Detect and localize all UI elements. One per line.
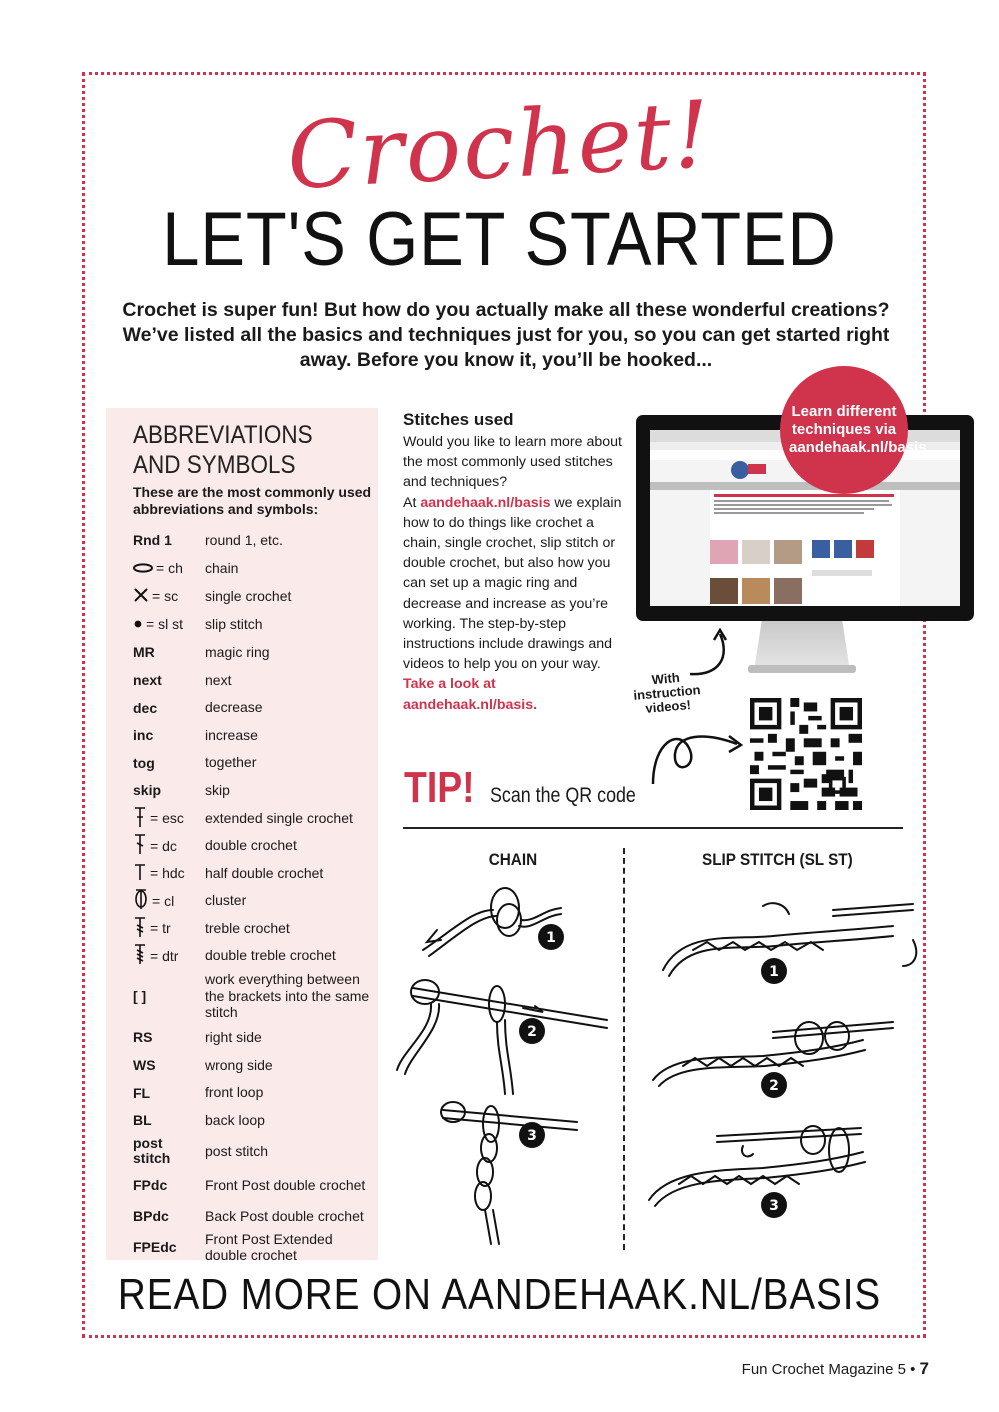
abbreviation-meaning: skip: [205, 781, 230, 798]
dc-symbol-icon: [133, 833, 147, 858]
page-footer: [742, 1359, 929, 1379]
abbreviation-row: [133, 694, 378, 721]
page-number: 7: [919, 1359, 929, 1378]
abbreviation-row: [133, 776, 378, 804]
tip-text: Scan the QR code: [490, 784, 636, 807]
abbreviation-key-text: BL: [133, 1112, 152, 1128]
chain-heading: CHAIN: [488, 850, 538, 869]
abbreviation-meaning: post stitch: [205, 1142, 269, 1159]
abbreviation-meaning: chain: [205, 559, 239, 576]
abbreviation-key: [133, 1177, 205, 1193]
abbreviation-key-text: RS: [133, 1029, 153, 1045]
abbreviation-key: [133, 806, 205, 831]
chain-step-3-number: 3: [527, 1128, 537, 1144]
abbreviation-key-text: = sl st: [146, 616, 183, 632]
slip-step-3-number: 3: [769, 1198, 779, 1214]
abbreviation-key: [133, 1112, 205, 1128]
abbreviation-key: [133, 863, 205, 884]
abbreviation-meaning: double treble crochet: [205, 947, 336, 964]
magazine-name: Fun Crochet Magazine 5: [741, 1361, 906, 1378]
learn-techniques-badge: Learn different techniques via aandehaak.nl/basis: [780, 366, 908, 494]
abbreviation-row: [133, 1023, 378, 1051]
abbreviation-meaning: single crochet: [205, 587, 292, 604]
tip-label: TIP!: [404, 763, 475, 812]
stitches-heading: Stitches used: [403, 410, 514, 429]
abbreviation-row: [133, 721, 378, 749]
stitch-illustrations: [393, 870, 933, 1250]
abbreviation-meaning: extended single crochet: [205, 809, 353, 826]
abbreviation-row: [133, 638, 378, 666]
abbreviation-row: [133, 914, 378, 942]
abbreviation-key-text: [ ]: [133, 988, 147, 1004]
slip-step-1-illustration: [663, 903, 916, 976]
abbreviation-row: [133, 1230, 378, 1264]
abbreviation-key: [133, 700, 205, 716]
x-cross-icon: [133, 588, 149, 605]
abbreviation-key-text: WS: [133, 1057, 156, 1073]
abbreviation-key: [133, 916, 205, 941]
abbreviation-meaning: back loop: [205, 1111, 265, 1128]
abbreviation-row: [133, 526, 378, 554]
abbreviation-meaning: half double crochet: [205, 864, 324, 881]
abbreviation-row: [133, 582, 378, 610]
dtr-symbol-icon: [133, 943, 147, 968]
abbreviation-key: [133, 1208, 205, 1224]
dot-icon: [133, 616, 143, 632]
read-more-banner: READ MORE ON AANDEHAAK.NL/BASIS: [117, 1270, 882, 1319]
abbreviation-key-text: FL: [133, 1084, 151, 1101]
monitor-stand: [754, 621, 850, 671]
abbreviation-key: [133, 988, 205, 1004]
abbreviation-key: [133, 1057, 205, 1073]
chain-step-1-illustration: [423, 888, 561, 956]
abbreviation-meaning: decrease: [205, 699, 263, 716]
abbreviation-key-text: = hdc: [150, 865, 185, 881]
abbreviation-key-text: skip: [133, 782, 162, 798]
abbreviation-key: [133, 560, 205, 576]
abbreviation-meaning: cluster: [205, 892, 247, 909]
abbreviation-row: [133, 666, 378, 694]
abbreviation-key: [133, 1136, 205, 1166]
abbreviation-key-text: FPEdc: [133, 1239, 177, 1255]
abbreviation-row: [133, 1134, 378, 1168]
abbreviation-row: [133, 1051, 378, 1079]
abbreviation-key-text: = tr: [150, 920, 171, 936]
abbreviation-key-text: MR: [133, 644, 155, 660]
abbreviation-meaning: Front Post Extended double crochet: [205, 1230, 333, 1263]
abbreviation-key: [133, 888, 205, 913]
abbreviation-meaning: magic ring: [205, 643, 270, 660]
abbreviation-key: [133, 672, 205, 688]
abbreviation-key-text: = esc: [150, 810, 184, 826]
abbreviation-meaning: treble crochet: [205, 919, 290, 936]
abbreviation-row: [133, 1079, 378, 1106]
abbreviation-meaning: round 1, etc.: [205, 531, 283, 548]
abbreviation-key: [133, 755, 205, 771]
abbreviation-key: [133, 943, 205, 968]
abbreviation-key-text: = dtr: [150, 947, 179, 964]
chain-step-2-illustration: [397, 980, 607, 1094]
abbreviation-key: [133, 616, 205, 632]
slip-step-1-number: 1: [769, 964, 779, 980]
abbreviation-meaning: next: [205, 671, 232, 688]
abbreviation-key-text: = dc: [150, 837, 177, 854]
cluster-symbol-icon: [133, 888, 149, 913]
abbreviation-meaning: wrong side: [205, 1056, 273, 1073]
curved-arrow-icon: [650, 626, 740, 686]
abbreviations-list: [133, 526, 378, 1264]
slip-step-2-number: 2: [769, 1078, 779, 1094]
abbreviation-key-text: tog: [133, 754, 155, 771]
tr-symbol-icon: [133, 916, 147, 941]
slip-stitch-heading: SLIP STITCH (SL ST): [702, 850, 853, 869]
abbreviation-row: [133, 887, 378, 914]
abbreviation-key-text: = ch: [156, 560, 183, 576]
abbreviation-row: [133, 832, 378, 859]
take-a-look-link[interactable]: Take a look at aandehaak.nl/basis.: [403, 676, 538, 713]
abbreviation-key: [133, 1239, 205, 1255]
abbreviation-row: [133, 1168, 378, 1202]
abbreviations-subtitle: These are the most commonly used abbreviations and symbols:: [133, 484, 372, 517]
abbreviation-key-text: FPdc: [133, 1177, 168, 1193]
abbreviation-key-text: BPdc: [133, 1208, 169, 1224]
abbreviation-key: [133, 588, 205, 605]
script-title: Crochet!: [284, 80, 715, 211]
abbreviation-row: [133, 1106, 378, 1134]
divider: [403, 827, 903, 829]
abbreviation-row: [133, 969, 378, 1023]
chain-oval-icon: [133, 560, 153, 576]
abbreviation-row: [133, 804, 378, 832]
chain-step-1-number: 1: [546, 930, 556, 946]
monitor-base: [748, 665, 856, 673]
abbreviation-row: [133, 610, 378, 638]
abbreviation-key: [133, 782, 205, 798]
abbreviation-key: [133, 1085, 205, 1101]
abbreviation-row: [133, 942, 378, 969]
abbreviation-key: [133, 727, 205, 743]
abbreviation-meaning: slip stitch: [205, 615, 263, 632]
abbreviation-meaning: front loop: [205, 1084, 264, 1101]
chain-step-2-number: 2: [527, 1024, 537, 1040]
abbreviation-key: [133, 532, 205, 548]
abbreviations-title: ABBREVIATIONS AND SYMBOLS: [133, 421, 313, 479]
abbreviation-row: [133, 859, 378, 887]
abbreviation-key-text: inc: [133, 727, 154, 743]
intro-paragraph: Crochet is super fun! But how do you actually make all these wonderful creations? We’ve listed all the basics and techniques just for you, so you can get started right away. Before you know it, you’ll be hooked...: [122, 299, 890, 371]
abbreviation-key-text: = cl: [152, 892, 175, 909]
abbreviation-row: [133, 554, 378, 582]
abbreviation-row: [133, 749, 378, 776]
abbreviation-key-text: = sc: [152, 588, 179, 604]
abbreviation-meaning: Front Post double crochet: [205, 1176, 366, 1193]
abbreviation-key: [133, 644, 205, 660]
abbreviation-meaning: work everything between the brackets into the same stitch: [205, 971, 370, 1021]
abbreviation-key: [133, 833, 205, 858]
slip-step-3-illustration: [649, 1126, 865, 1206]
abbreviation-row: [133, 1202, 378, 1230]
abbreviation-meaning: increase: [205, 726, 258, 743]
abbreviation-meaning: double crochet: [205, 837, 297, 854]
abbreviation-key: [133, 1029, 205, 1045]
loop-arrow-icon: [645, 722, 755, 792]
esc-symbol-icon: [133, 806, 147, 831]
bullet: •: [910, 1361, 920, 1378]
with-videos-note: With instruction videos!: [632, 669, 702, 716]
stitches-text: Would you like to learn more about the most commonly used stitches and techniques? At aandehaak.nl/basis we explain how to do things like crochet a chain, single crochet, slip stitch or double crochet, but also how you can set up a magic ring and decrease and increase as you’re working. The step-by-step instructions include drawings and videos to help you on your way. Take a look at aandehaak.nl/basis.: [403, 434, 622, 713]
abbreviation-meaning: together: [205, 754, 257, 771]
page-title: LET'S GET STARTED: [162, 197, 837, 282]
abbreviation-key-text: dec: [133, 699, 158, 716]
hdc-symbol-icon: [133, 863, 147, 884]
aandehaak-link[interactable]: aandehaak.nl/basis: [420, 494, 551, 511]
qr-code[interactable]: [750, 698, 862, 810]
abbreviation-meaning: Back Post double crochet: [205, 1207, 364, 1224]
abbreviation-key-text: next: [133, 672, 162, 688]
chain-step-3-illustration: [441, 1102, 577, 1244]
abbreviation-key-text: Rnd 1: [133, 532, 172, 548]
abbreviation-key-text: post stitch: [133, 1135, 171, 1166]
abbreviation-meaning: right side: [205, 1028, 262, 1045]
